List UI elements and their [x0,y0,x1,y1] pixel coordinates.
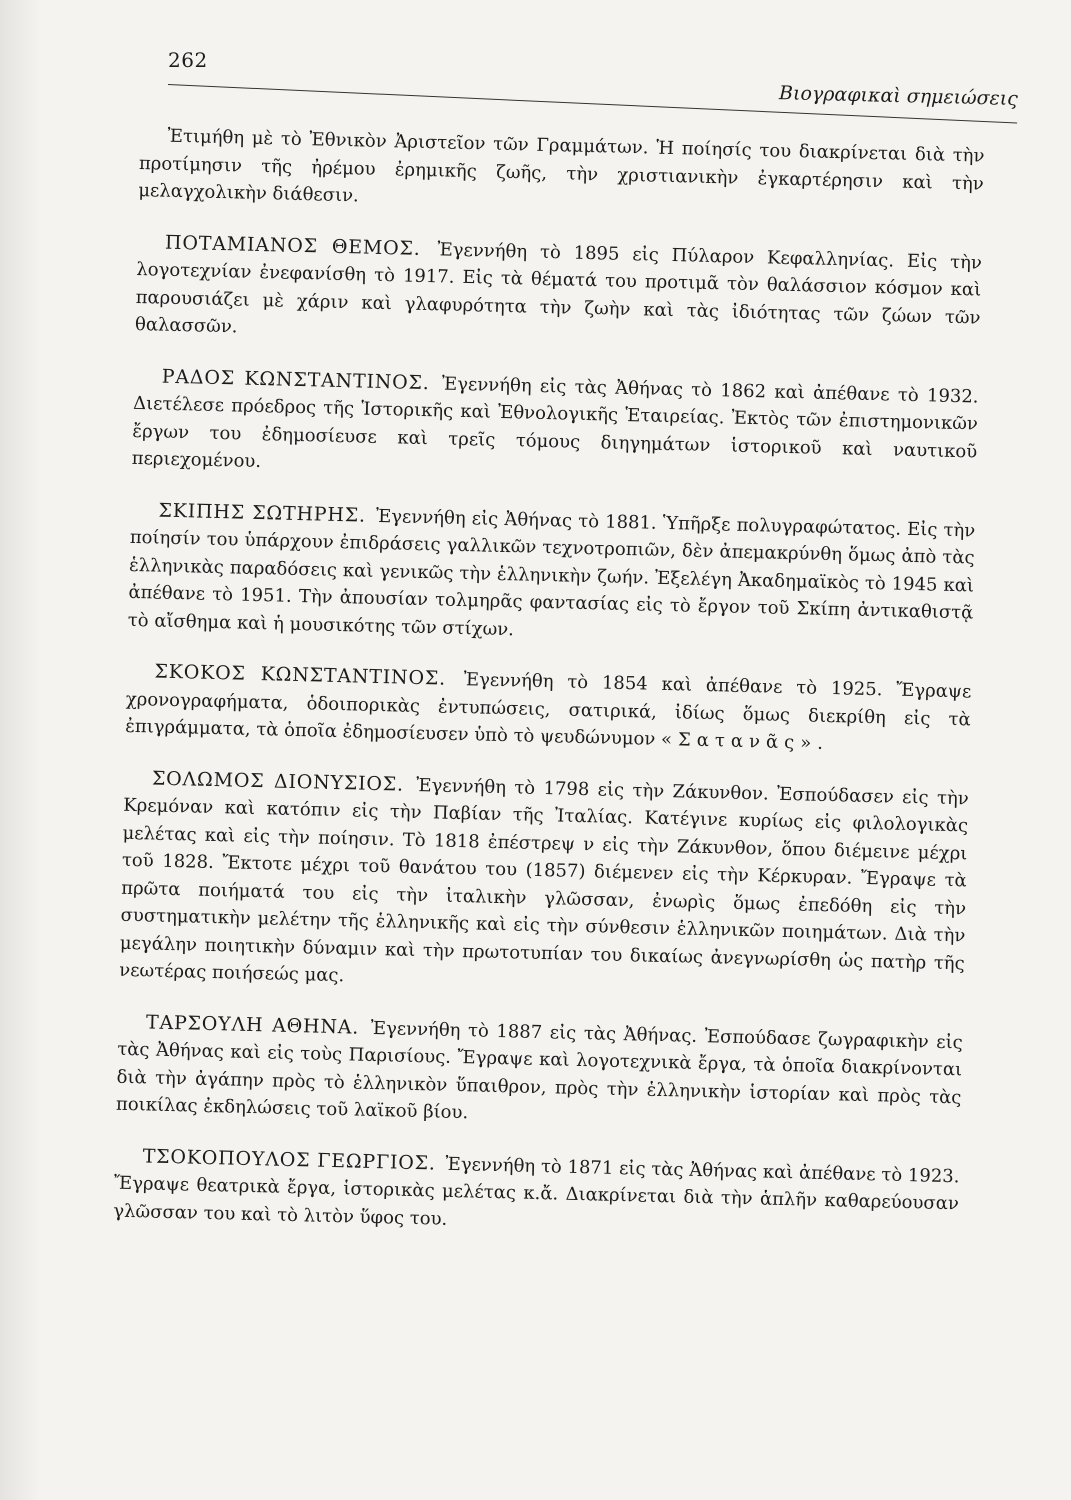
entry-skipis [127,496,975,654]
entry-head [116,1008,963,1139]
entry-name: ΣΟΛΩΜΟΣ ΔΙΟΝΥΣΙΟΣ. [151,766,405,796]
entry-text: Ἐγεννήθη τὸ 1871 εἰς τὰς Ἀθήνας καὶ ἀπέθανε τὸ 1923. Ἔγραψε θεατρικὰ ἔργα, ἱστορικὰς μελέτας κ.ἄ. Διακρίνεται διὰ τὴν ἁπλῆν καθαρεύουσαν γλῶσσαν του καὶ τὸ λιτὸν ὕφος του. [113,1153,960,1230]
entry-name: ΣΚΟΚΟΣ ΚΩΝΣΤΑΝΤΙΝΟΣ. [154,660,447,690]
intro-paragraph: Ἐτιμήθη μὲ τὸ Ἐθνικὸν Ἀριστεῖον τῶν Γραμμάτων. Ἡ ποίησίς του διακρίνεται διὰ τὴν προτίμησιν τῆς ἠρέμου ἐρημικῆς ζωῆς, τὴν χριστιανικὴν ἐγκαρτέρησιν καὶ τὴν μελαγχολικὴν διάθεσιν. [138,125,985,207]
entry-name: ΣΚΙΠΗΣ ΣΩΤΗΡΗΣ. [158,499,367,527]
entry-tarsouli [116,1008,963,1139]
entry-head [127,496,975,654]
pseudonym: «Σατανᾶς». [660,728,830,755]
entry-name: ΠΟΤΑΜΙΑΝΟΣ ΘΕΜΟΣ. [164,231,421,260]
entry-name: ΤΣΟΚΟΠΟΥΛΟΣ ΓΕΩΡΓΙΟΣ. [142,1144,437,1175]
page-shadow [0,0,40,1500]
entry-tsokopoulos [113,1142,960,1245]
entry-solomos [119,764,969,1005]
entry-head [113,1142,960,1245]
entry-name: ΡΑΔΟΣ ΚΩΝΣΤΑΝΤΙΝΟΣ. [161,365,430,394]
entry-head [125,658,972,761]
entry-head [119,764,969,1005]
entry-skokos [125,658,972,761]
entry-head [135,228,982,359]
entry-name: ΤΑΡΣΟΥΛΗ ΑΘΗΝΑ. [145,1010,360,1039]
entry-head [131,362,978,493]
page-header [168,48,1018,128]
running-title: Βιογραφικαὶ σημειώσεις [778,82,1019,110]
entry-potamianos [135,228,982,359]
page-number: 262 [168,48,208,72]
entry-text: Ἐγεννήθη τὸ 1798 εἰς τὴν Ζάκυνθον. Ἐσπούδασεν εἰς τὴν Κρεμόναν καὶ κατόπιν εἰς τὴν Παβίαν τῆς Ἰταλίας. Κατέγινε κυρίως εἰς φιλολογικὰς μελέτας καὶ εἰς τὴν ποίησιν. Τὸ 1818 ἐπέστρεψ ν εἰς τὴν Ζάκυνθον, ὅπου διέμεινε μέχρι τοῦ 1828. Ἔκτοτε μέχρι τοῦ θανάτου του (1857) διέμενεν εἰς τὴν Κέρκυραν. Ἔγραψε τὰ πρῶτα ποιήματά του εἰς τὴν ἰταλικὴν γλῶσσαν, ἐνωρὶς ὅμως ἐπεδόθη εἰς τὴν συστηματικὴν μελέτην τῆς ἑλληνικῆς καὶ εἰς τὴν σύνθεσιν ἑλληνικῶν ποιημάτων. Διὰ τὴν μεγάλην ποιητικὴν δύναμιν καὶ τὴν πρωτοτυπίαν του δικαίως ἀνεγνωρίσθη ὡς πατὴρ τῆς νεωτέρας ποιήσεώς μας. [119,774,969,987]
entry-text: Ἐγεννήθη τὸ 1854 καὶ ἀπέθανε τὸ 1925. Ἔγραψε χρονογραφήματα, ὁδοιπορικὰς ἐντυπώσεις, σατιρικά, ἰδίως ὅμως διεκρίθη εἰς τὰ ἐπιγράμματα, τὰ ὁποῖα ἐδημοσίευσεν ὑπὸ τὸ ψευδώνυμον [124,669,972,750]
entry-text: Ἐγεννήθη εἰς Ἀθήνας τὸ 1881. Ὑπῆρξε πολυγραφώτατος. Εἰς τὴν ποίησίν του ὑπάρχουν ἐπιδράσεις γαλλικῶν τεχνοτροπιῶν, δὲν ἀπεμακρύνθη ὅμως ἀπὸ τὰς ἑλληνικὰς παραδόσεις καὶ γενικῶς τὴν ἑλληνικὴν ζωήν. Ἐξελέγη Ἀκαδημαϊκὸς τὸ 1945 καὶ ἀπέθανε τὸ 1951. Τὴν ἀπουσίαν τολμηρᾶς φαντασίας εἰς τὸ ἔργον τοῦ Σκίπη ἀντικαθιστᾷ τὸ αἴσθημα καὶ ἡ μουσικότης τῶν στίχων. [127,505,976,640]
entry-text: Ἐγεννήθη τὸ 1887 εἰς τὰς Ἀθήνας. Ἐσπούδασε ζωγραφικὴν εἰς τὰς Ἀθήνας καὶ εἰς τοὺς Παρισίους. Ἔγραψε καὶ λογοτεχνικὰ ἔργα, τὰ ὁποῖα διακρίνονται διὰ τὴν ἀγάπην πρὸς τὸ ἑλληνικὸν ὕπαιθρον, πρὸς τὴν ἑλληνικὴν ἱστορίαν καὶ πρὸς τὰς ποικίλας ἐκδηλώσεις τοῦ λαϊκοῦ βίου. [115,1017,964,1124]
entry-text: Ἐγεννήθη τὸ 1895 εἰς Πύλαρον Κεφαλληνίας. Εἰς τὴν λογοτεχνίαν ἐνεφανίσθη τὸ 1917. Εἰς τὰ θέματά του προτιμᾶ τὸν θαλάσσιον κόσμον καὶ παρουσιάζει μὲ χάριν καὶ γλαφυρότητα τὴν ζωὴν καὶ τὰς ἰδιότητας τῶν ζώων τῶν θαλασσῶν. [134,238,983,338]
entry-text: Ἐγεννήθη εἰς τὰς Ἀθήνας τὸ 1862 καὶ ἀπέθανε τὸ 1932. Διετέλεσε πρόεδρος τῆς Ἱστορικῆς καὶ Ἐθνολογικῆς Ἑταιρείας. Ἐκτὸς τῶν ἐπιστημονικῶν ἔργων του ἐδημοσίευσε καὶ τρεῖς τόμους διηγημάτων ἱστορικοῦ καὶ ναυτικοῦ περιεχομένου. [131,372,979,473]
entry-rados [131,362,978,493]
page-body [112,122,984,1269]
